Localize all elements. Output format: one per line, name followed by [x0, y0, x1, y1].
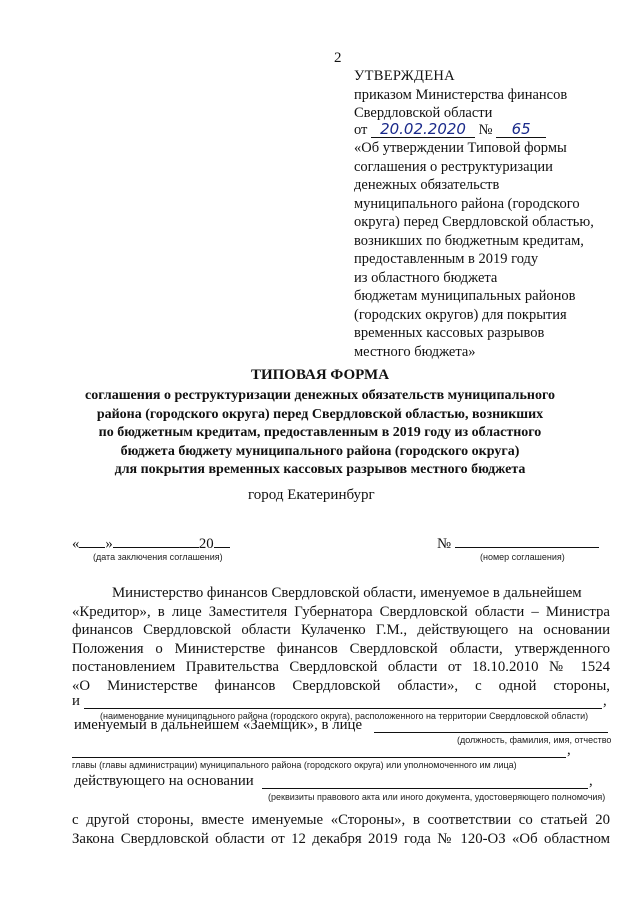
- order-title-line: из областного бюджета: [354, 269, 498, 286]
- order-title-line: (городских округов) для покрытия: [354, 306, 567, 323]
- order-title-line: временных кассовых разрывов: [354, 325, 545, 341]
- form-subtitle-line: района (городского округа) перед Свердловской областью, возникших: [96, 406, 544, 422]
- agreement-date-field[interactable]: « » 20: [72, 536, 230, 553]
- official-input-line-2[interactable]: [72, 757, 566, 758]
- paragraph-line: Министерство финансов Свердловской области, именуемое в дальнейшем: [112, 585, 582, 601]
- form-subtitle-line: бюджета бюджету муниципального района (городского округа): [120, 443, 520, 459]
- head-caption: главы (главы администрации) муниципального района (городского округа) или уполномоченного им лица): [72, 760, 517, 770]
- official-input-line[interactable]: [374, 732, 608, 733]
- requisites-input-line[interactable]: [262, 788, 588, 789]
- and-word: и: [72, 693, 80, 709]
- borrower-text: именуемый в дальнейшем «Заемщик», в лице: [74, 717, 363, 733]
- form-title: ТИПОВАЯ ФОРМА: [250, 367, 390, 383]
- paragraph-line: постановлением Правительства Свердловской области от 18.10.2010 № 1524: [72, 659, 610, 675]
- order-title-line: округа) перед Свердловской областью,: [354, 214, 594, 230]
- handwritten-date: 20.02.2020: [371, 121, 475, 138]
- order-title-line: соглашения о реструктуризации: [354, 158, 553, 175]
- approval-heading: УТВЕРЖДЕНА: [354, 68, 455, 84]
- form-subtitle-line: соглашения о реструктуризации денежных обязательств муниципального: [85, 388, 555, 403]
- order-title-line: местного бюджета»: [354, 343, 476, 360]
- line-comma: ,: [603, 693, 607, 709]
- requisites-caption: (реквизиты правового акта или иного документа, удостоверяющего полномочия): [268, 792, 606, 802]
- paragraph-line: с другой стороны, вместе именуемые «Стороны», в соответствии со статьей 20: [72, 812, 610, 828]
- form-subtitle-line: по бюджетным кредитам, предоставленным в 2019 году из областного: [98, 425, 542, 440]
- page-number: 2: [334, 50, 342, 66]
- line-comma: ,: [567, 742, 571, 758]
- agreement-number-field[interactable]: [437, 536, 599, 553]
- agreement-number-label: №: [437, 536, 452, 552]
- city: город Екатеринбург: [248, 487, 375, 503]
- handwritten-number: 65: [496, 121, 546, 138]
- line-comma: ,: [589, 773, 593, 789]
- paragraph-line: Закона Свердловской области от 12 декабря 2019 года № 120-ОЗ «Об областном: [72, 831, 610, 847]
- paragraph-line: финансов Свердловской области Кулаченко Г.М., действующего на основании: [72, 622, 610, 638]
- approval-date-row: [354, 121, 546, 140]
- order-title-line: денежных обязательств: [354, 177, 500, 193]
- paragraph-line: «О Министерстве финансов Свердловской области», с одной стороны,: [72, 677, 610, 694]
- year-prefix: 20: [198, 536, 214, 552]
- number-label: №: [478, 122, 493, 138]
- form-subtitle-line: для покрытия временных кассовых разрывов местного бюджета: [114, 462, 526, 477]
- date-prefix: от: [354, 122, 368, 138]
- acting-text: действующего на основании: [74, 773, 254, 789]
- order-title-line: муниципального района (городского: [354, 195, 580, 212]
- paragraph-line: Положения о Министерстве финансов Свердловской области, утвержденного: [72, 640, 610, 657]
- order-title-line: «Об утверждении Типовой формы: [354, 140, 567, 156]
- paragraph-line: «Кредитор», в лице Заместителя Губернатора Свердловской области – Министра: [72, 603, 610, 620]
- approval-line: Свердловской области: [354, 105, 493, 121]
- approval-line: приказом Министерства финансов: [354, 87, 568, 103]
- agreement-date-caption: (дата заключения соглашения): [93, 552, 223, 562]
- position-caption: (должность, фамилия, имя, отчество: [457, 735, 612, 745]
- municipality-caption: (наименование муниципального района (городского округа), расположенного на территории Свердловской области): [100, 711, 589, 721]
- order-title-line: бюджетам муниципальных районов: [354, 288, 576, 304]
- order-title-line: предоставленным в 2019 году: [354, 251, 539, 267]
- order-title-line: возникших по бюджетным кредитам,: [354, 232, 584, 249]
- agreement-number-caption: (номер соглашения): [480, 552, 565, 562]
- municipality-input-line[interactable]: [84, 708, 602, 709]
